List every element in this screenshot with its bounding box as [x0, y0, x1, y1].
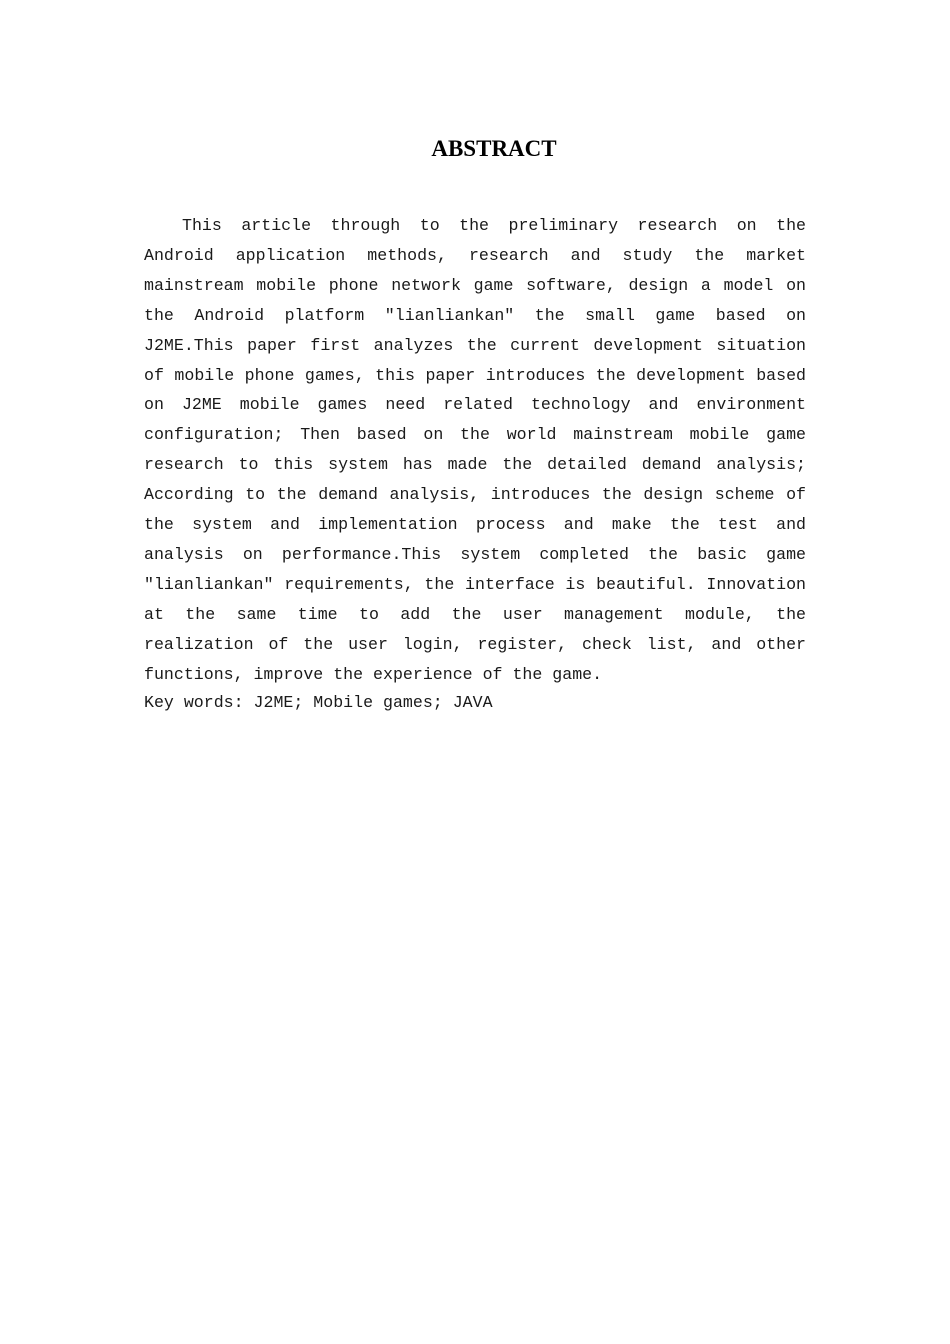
abstract-title: ABSTRACT: [431, 136, 557, 161]
keywords-line: Key words: J2ME; Mobile games; JAVA: [144, 693, 493, 712]
abstract-paragraph: This article through to the preliminary research on the Android application methods, research and study the market mainstream mobile phone network game software, design a model on the Android platform "lianliankan" the small game based on J2ME.This paper first analyzes the current development situation of mobile phone games, this paper introduces the development based on J2ME mobile games need related technology and environment configuration; Then based on the world mainstream mobile game research to this system has made the detailed demand analysis; According to the demand analysis, introduces the design scheme of the system and implementation process and make the test and analysis on performance.This system completed the basic game "lianliankan" requirements, the interface is beautiful. Innovation at the same time to add the user management module, the realization of the user login, register, check list, and other functions, improve the experience of the game.: [144, 216, 806, 684]
